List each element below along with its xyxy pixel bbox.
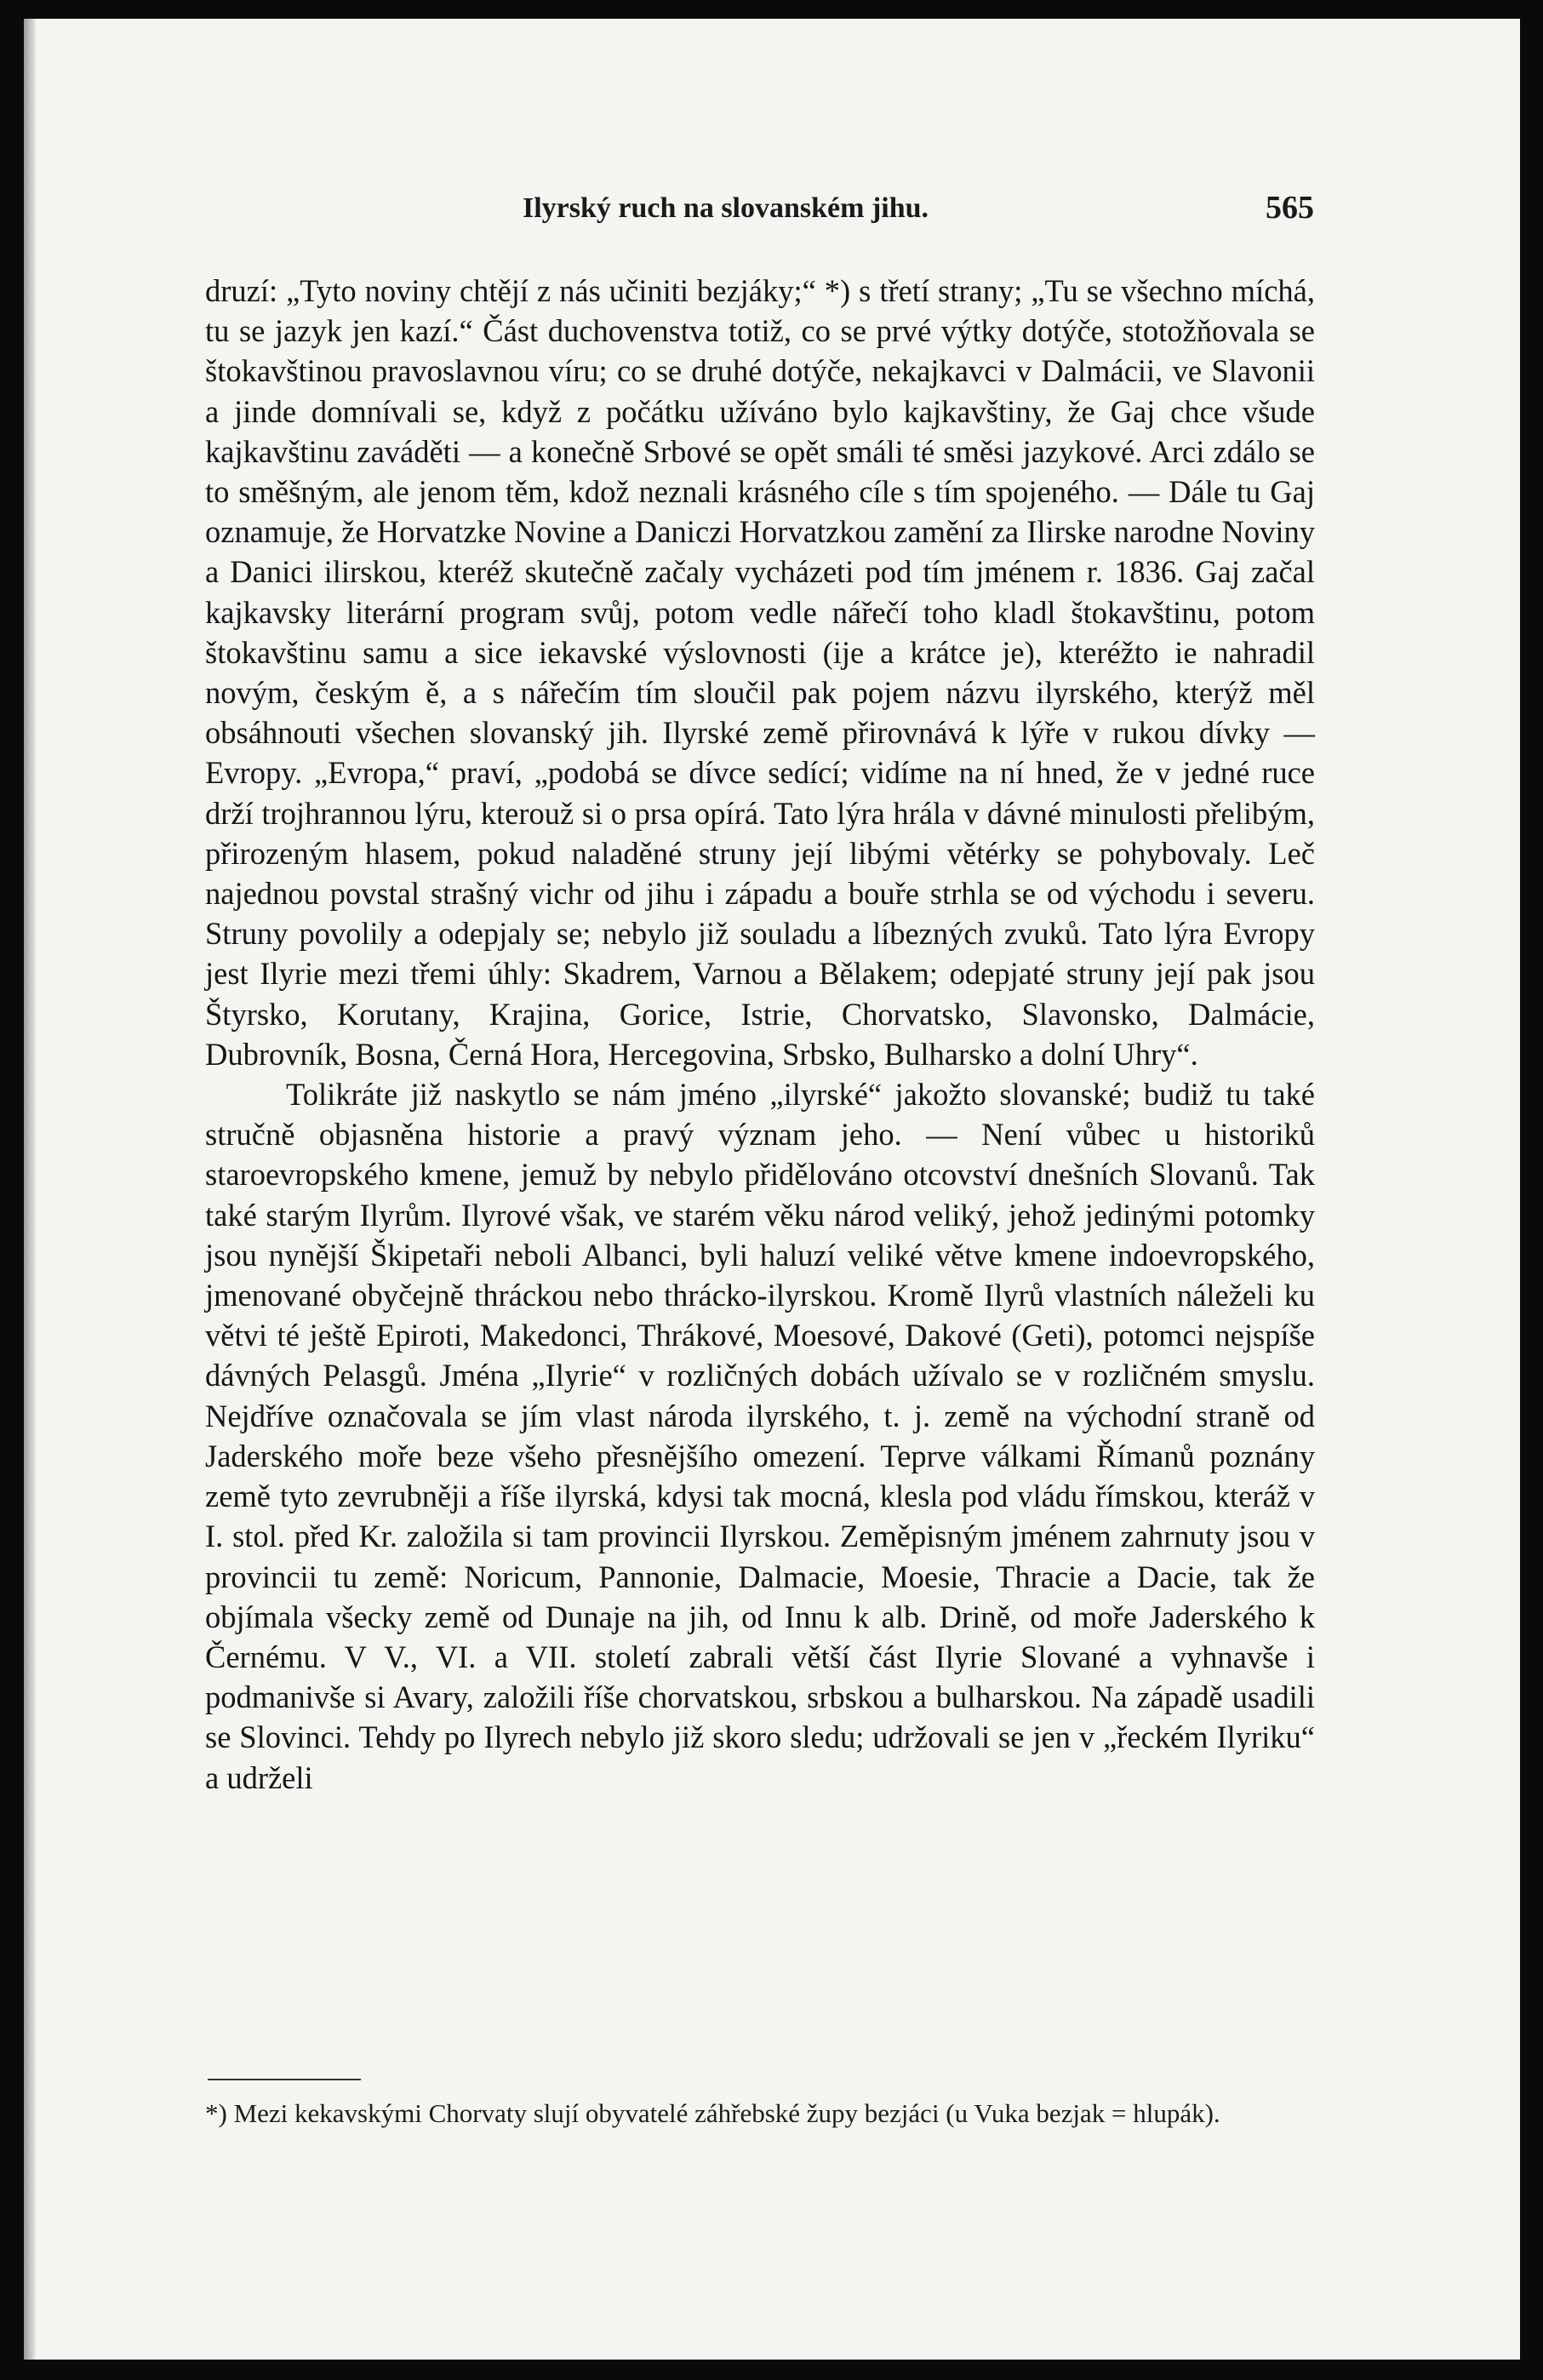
footnote-rule bbox=[208, 2079, 361, 2080]
running-header bbox=[523, 186, 1314, 237]
footnote: *) Mezi kekavskými Chorvaty slují obyvatelé záhřebské župy bezjáci (u Vuka bezjak = hlupák). bbox=[205, 2098, 1220, 2128]
paragraph-2: Tolikráte již naskytlo se nám jméno „ilyrské“ jakožto slovanské; budiž tu také stručně objasněna historie a pravý význam jeho. — Není vůbec u historiků staroevropského kmene, jemuž by nebylo přidělováno otcovství dnešních Slovanů. Tak také starým Ilyrům. Ilyrové však, ve starém věku národ veliký, jehož jedinými potomky jsou nynější Škipetaři neboli Albanci, byli haluzí veliké větve kmene indoevropského, jmenované obyčejně thráckou nebo thrácko-ilyrskou. Kromě Ilyrů vlastních náleželi ku větvi té ještě Epiroti, Makedonci, Thrákové, Moesové, Dakové (Geti), potomci nejspíše dávných Pelasgů. Jména „Ilyrie“ v rozličných dobách užívalo se v rozličném smyslu. Nejdříve označovala se jím vlast národa ilyrského, t. j. země na východní straně od Jaderského moře beze všeho přesnějšího omezení. Teprve válkami Římanů poznány země tyto zevrubněji a říše ilyrská, kdysi tak mocná, klesla pod vládu římskou, kteráž v I. stol. před Kr. založila si tam provincii Ilyrskou. Zeměpisným jménem zahrnuty jsou v provincii tu země: Noricum, Pannonie, Dalmacie, Moesie, Thracie a Dacie, tak že objímala všecky země od Dunaje na jih, od Innu k alb. Drině, od moře Jaderského k Černému. V V., VI. a VII. století zabrali větší část Ilyrie Slované a vyhnavše i podmanivše si Avary, založili říše chorvatskou, srbskou a bulharskou. Na západě usadili se Slovinci. Tehdy po Ilyrech nebylo již skoro sledu; udržovali se jen v „řeckém Ilyriku“ a udrželi bbox=[205, 1077, 1315, 1795]
page-number: 565 bbox=[1266, 190, 1314, 226]
running-title: Ilyrský ruch na slovanském jihu. bbox=[523, 192, 929, 224]
body-text bbox=[205, 271, 1315, 1798]
paragraph-1: druzí: „Tyto noviny chtějí z nás učiniti bezjáky;“ *) s třetí strany; „Tu se všechno míchá, tu se jazyk jen kazí.“ Část duchovenstva totiž, co se prvé výtky dotýče, stotožňovala se štokavštinou pravoslavnou víru; co se druhé dotýče, nekajkavci v Dalmácii, ve Slavonii a jinde domnívali se, když z počátku užíváno bylo kajkavštiny, že Gaj chce všude kajkavštinu zaváděti — a konečně Srbové se opět smáli té směsi jazykové. Arci zdálo se to směšným, ale jenom těm, kdož neznali krásného cíle s tím spojeného. — Dále tu Gaj oznamuje, že Horvatzke Novine a Daniczi Horvatzkou zamění za Ilirske narodne Noviny a Danici ilirskou, kteréž skutečně začaly vycházeti pod tím jménem r. 1836. Gaj začal kajkavsky literární program svůj, potom vedle nářečí toho kladl štokavštinu, potom štokavštinu samu a sice iekavské výslovnosti (ije a krátce je), kteréžto ie nahradil novým, českým ě, a s nářečím tím sloučil pak pojem názvu ilyrského, kterýž měl obsáhnouti všechen slovanský jih. Ilyrské země přirovnává k lýře v rukou dívky — Evropy. „Evropa,“ praví, „podobá se dívce sedící; vidíme na ní hned, že v jedné ruce drží trojhrannou lýru, kterouž si o prsa opírá. Tato lýra hrála v dávné minulosti přelibým, přirozeným hlasem, pokud naladěné struny její libými větérky se pohybovaly. Leč najednou povstal strašný vichr od jihu i západu a bouře strhla se od východu i severu. Struny povolily a odepjaly se; nebylo již souladu a líbezných zvuků. Tato lýra Evropy jest Ilyrie mezi třemi úhly: Skadrem, Varnou a Bělakem; odepjaté struny její pak jsou Štyrsko, Korutany, Krajina, Gorice, Istrie, Chorvatsko, Slavonsko, Dalmácie, Dubrovník, Bosna, Černá Hora, Hercegovina, Srbsko, Bulharsko a dolní Uhry“. bbox=[205, 273, 1315, 1072]
book-page bbox=[24, 19, 1520, 2360]
page-gutter bbox=[24, 19, 36, 2360]
